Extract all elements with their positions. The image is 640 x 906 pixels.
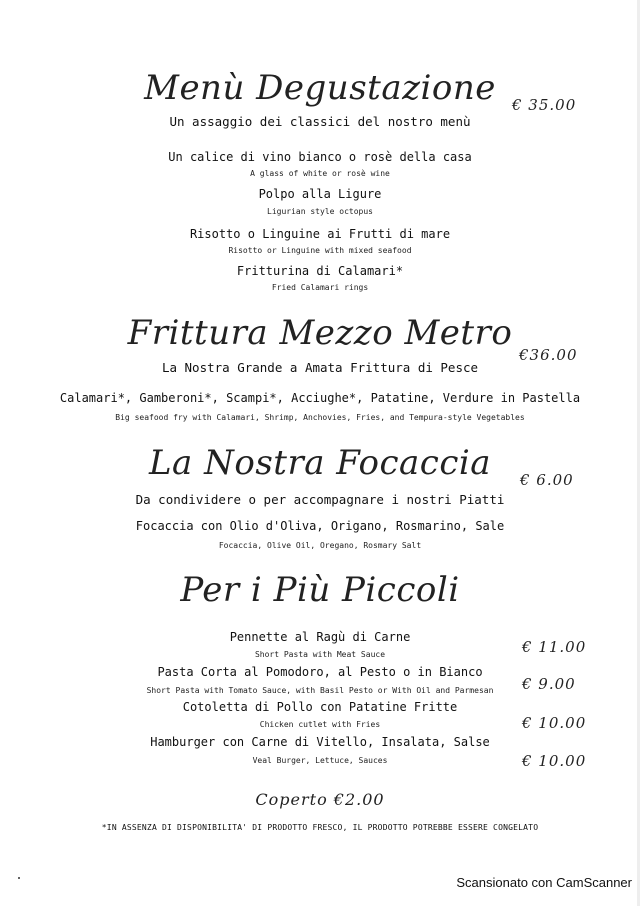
menu-item-translation: Fried Calamari rings [271,283,369,292]
scan-speck [18,877,20,879]
camscanner-watermark: Scansionato con CamScanner [456,875,632,890]
menu-item: Cotoletta di Pollo con Patatine Fritte [182,700,458,714]
price-focaccia: € 6.00 [520,471,574,489]
price-item: € 10.00 [522,714,587,732]
menu-item-translation: A glass of white or rosè wine [250,169,390,178]
menu-item-translation: Chicken cutlet with Fries [259,720,381,729]
menu-item: Pennette al Ragù di Carne [229,630,411,644]
price-item: € 11.00 [522,638,587,656]
section-title-piccoli: Per i Più Piccoli [180,570,460,610]
disclaimer-note: *IN ASSENZA DI DISPONIBILITA' DI PRODOTTO FRESCO, IL PRODOTTO POTREBBE ESSERE CONGELATO [101,823,539,832]
subtitle-focaccia: Da condividere o per accompagnare i nostri Piatti [135,492,505,507]
subtitle-degustazione: Un assaggio dei classici del nostro menù [169,114,471,129]
coperto-label: Coperto €2.00 [255,790,385,809]
menu-item-translation: Ligurian style octopus [267,207,373,216]
price-item: € 10.00 [522,752,587,770]
menu-item: Hamburger con Carne di Vitello, Insalata, Salse [150,735,490,749]
section-title-frittura: Frittura Mezzo Metro [127,313,513,353]
menu-item-translation: Big seafood fry with Calamari, Shrimp, Anchovies, Fries, and Tempura-style Vegetables [115,413,525,422]
section-title-focaccia: La Nostra Focaccia [148,443,492,483]
menu-item: Un calice di vino bianco o rosè della casa [168,150,472,164]
menu-item: Pasta Corta al Pomodoro, al Pesto o in Bianco [157,665,483,679]
price-frittura: €36.00 [519,346,578,364]
subtitle-frittura: La Nostra Grande a Amata Frittura di Pesce [161,360,479,375]
menu-item-translation: Short Pasta with Meat Sauce [254,650,386,659]
price-degustazione: € 35.00 [512,96,577,114]
section-title-degustazione: Menù Degustazione [144,68,496,108]
price-item: € 9.00 [522,675,576,693]
menu-item: Polpo alla Ligure [258,187,382,201]
menu-item-translation: Short Pasta with Tomato Sauce, with Basil Pesto or With Oil and Parmesan [146,686,494,695]
menu-item-translation: Focaccia, Olive Oil, Oregano, Rosmary Salt [218,541,422,550]
menu-item: Fritturina di Calamari* [236,264,404,278]
menu-item-translation: Veal Burger, Lettuce, Sauces [252,756,388,765]
menu-item: Focaccia con Olio d'Oliva, Origano, Rosmarino, Sale [135,519,505,533]
menu-item: Risotto o Linguine ai Frutti di mare [189,227,451,241]
menu-item-translation: Risotto or Linguine with mixed seafood [228,246,412,255]
menu-item: Calamari*, Gamberoni*, Scampi*, Acciughe*, Patatine, Verdure in Pastella [59,391,581,405]
